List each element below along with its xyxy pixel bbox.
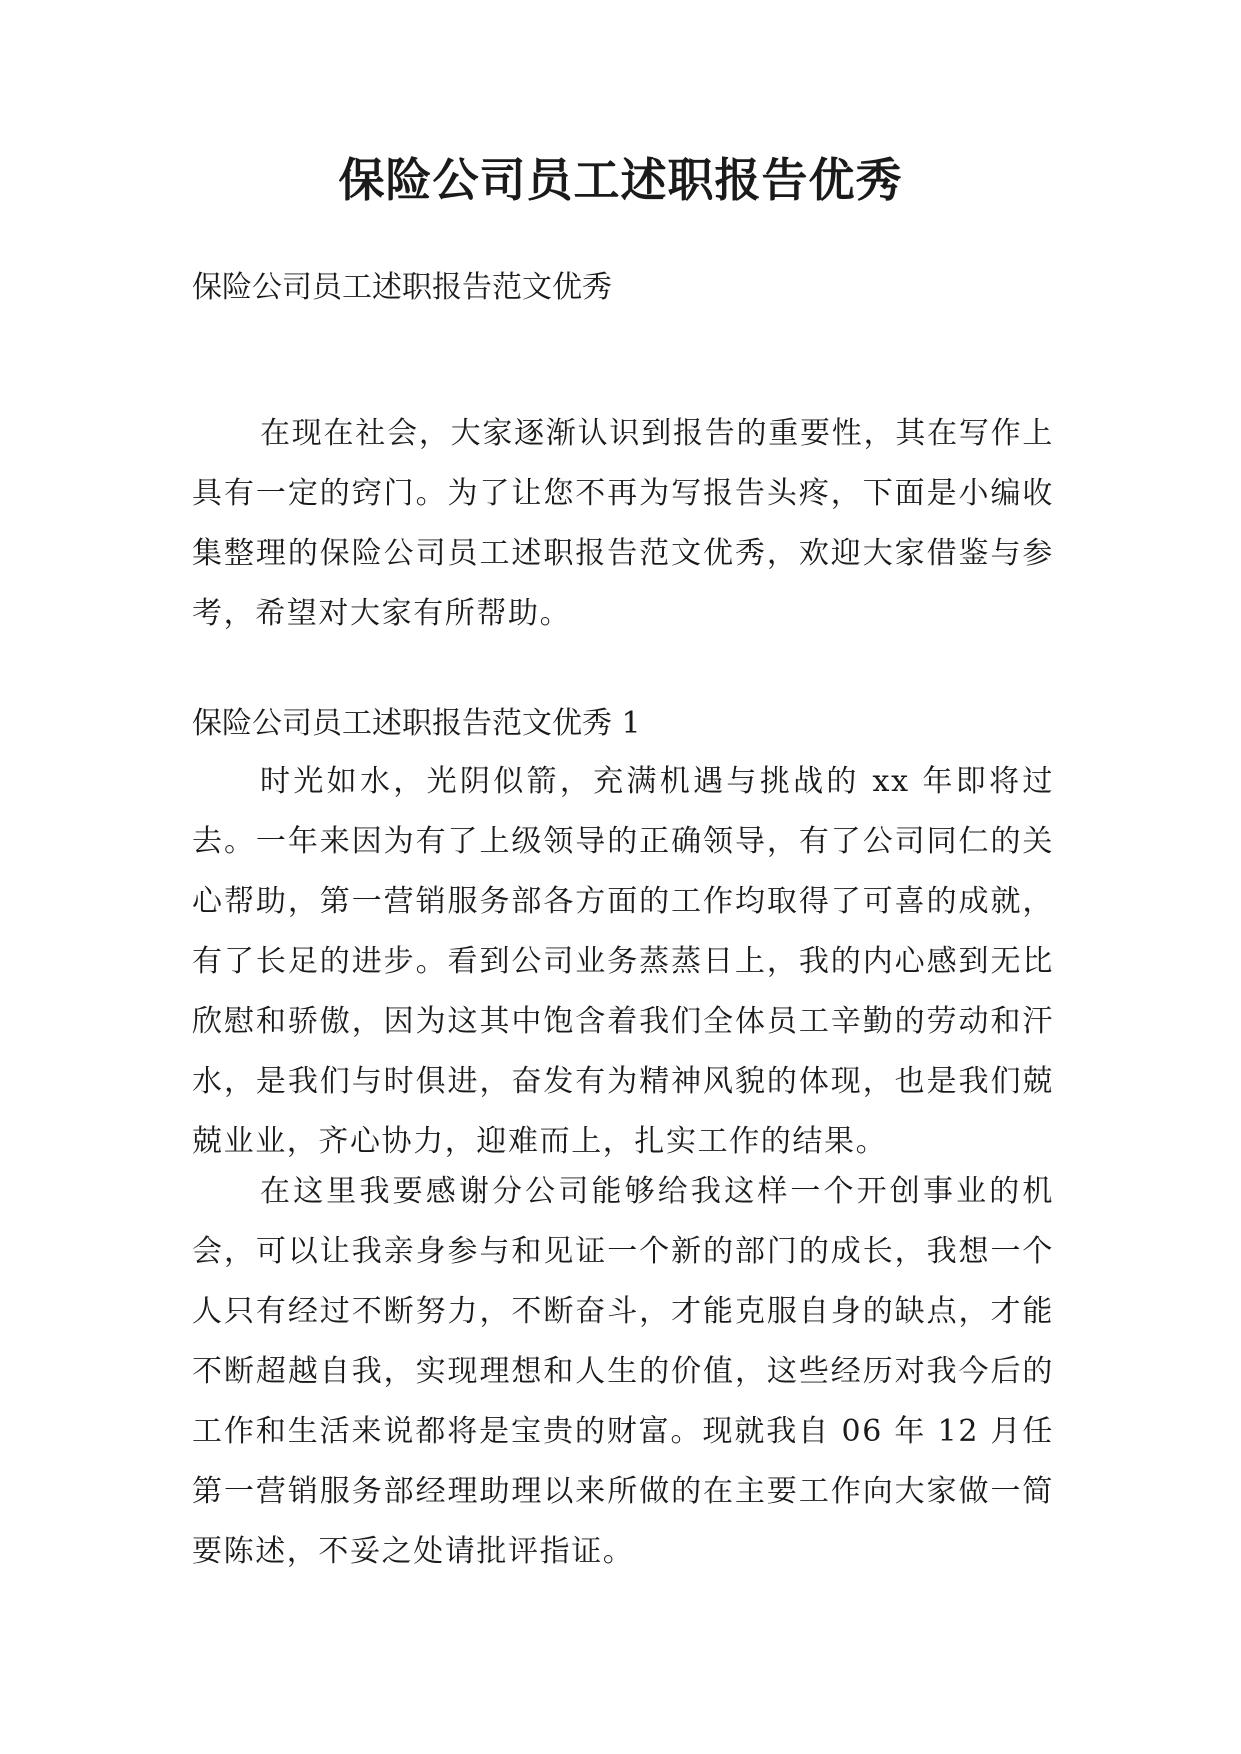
body-paragraph-2: 在这里我要感谢分公司能够给我这样一个开创事业的机会，可以让我亲身参与和见证一个新的部门的成长，我想一个人只有经过不断努力，不断奋斗，才能克服自身的缺点，才能不断超越自我，实现理想和人生的价值，这些经历对我今后的工作和生活来说都将是宝贵的财富。现就我自 06 年 12 月任第一营销服务部经理助理以来所做的在主要工作向大家做一简要陈述，不妥之处请批评指证。 (192, 1174, 1054, 1569)
body-paragraph-1: 时光如水，光阴似箭，充满机遇与挑战的 xx 年即将过去。一年来因为有了上级领导的正确领导，有了公司同仁的关心帮助，第一营销服务部各方面的工作均取得了可喜的成就，有了长足的进步。看到公司业务蒸蒸日上，我的内心感到无比欣慰和骄傲，因为这其中饱含着我们全体员工辛勤的劳动和汗水，是我们与时俱进，奋发有为精神风貌的体现，也是我们兢兢业业，齐心协力，迎难而上，扎实工作的结果。 (192, 764, 1054, 1159)
section-heading: 保险公司员工述职报告范文优秀 1 (192, 706, 641, 741)
document-title: 保险公司员工述职报告优秀 (338, 153, 903, 207)
document-subtitle: 保险公司员工述职报告范文优秀 (192, 270, 612, 305)
intro-paragraph: 在现在社会，大家逐渐认识到报告的重要性，其在写作上具有一定的窍门。为了让您不再为写报告头疼，下面是小编收集整理的保险公司员工述职报告范文优秀，欢迎大家借鉴与参考，希望对大家有所帮助。 (192, 416, 1054, 631)
